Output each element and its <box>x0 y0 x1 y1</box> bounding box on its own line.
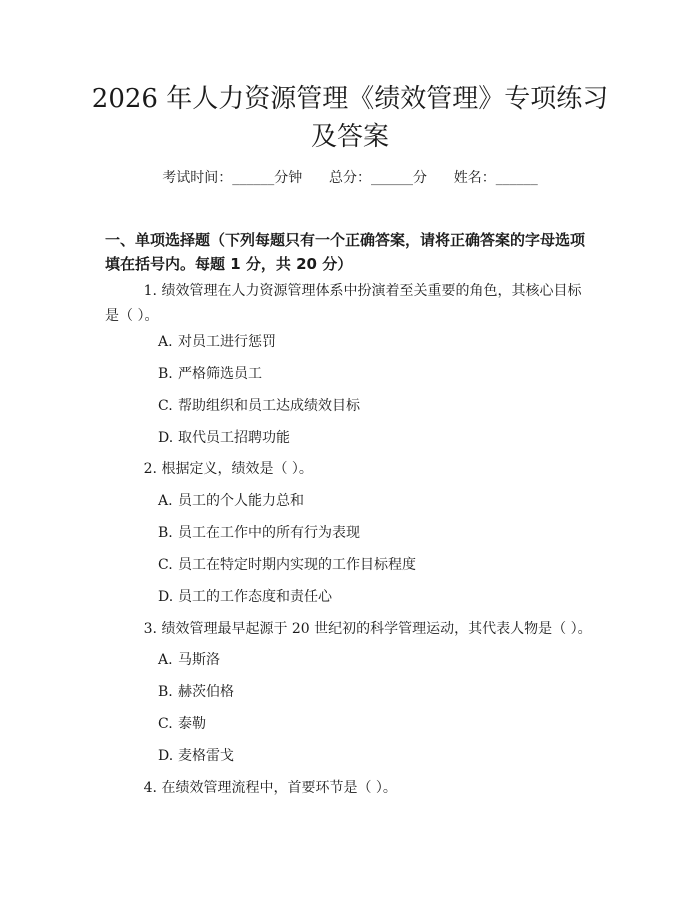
option-1b <box>158 364 262 384</box>
option-2a <box>158 491 304 511</box>
option-letter: C. <box>158 398 173 414</box>
option-text: 泰勒 <box>178 716 206 732</box>
option-2b <box>158 523 360 543</box>
option-letter: C. <box>158 716 173 732</box>
option-text: 对员工进行惩罚 <box>178 334 276 350</box>
question-stem: 在绩效管理流程中，首要环节是（ ）。 <box>161 780 397 796</box>
question-number: 1. <box>143 283 157 299</box>
question-number: 4. <box>143 780 157 796</box>
option-1c <box>158 396 360 416</box>
option-1a <box>158 332 276 352</box>
option-text: 麦格雷戈 <box>178 748 234 764</box>
option-letter: A. <box>158 493 173 509</box>
question-number: 2. <box>143 461 157 477</box>
option-1d <box>158 428 290 448</box>
exam-meta-line: 考试时间：______分钟 总分：______分 姓名：______ <box>162 170 538 186</box>
question-number: 3. <box>143 621 157 637</box>
option-text: 严格筛选员工 <box>178 366 262 382</box>
option-letter: A. <box>158 652 173 668</box>
option-letter: B. <box>158 525 173 541</box>
option-letter: D. <box>158 748 174 764</box>
question-1 <box>105 279 595 329</box>
title-line-1: 2026 年人力资源管理《绩效管理》专项练习 <box>91 84 609 114</box>
option-text: 员工的个人能力总和 <box>178 493 304 509</box>
question-stem: 绩效管理最早起源于 20 世纪初的科学管理运动，其代表人物是（ ）。 <box>161 621 592 637</box>
option-text: 赫茨伯格 <box>178 684 234 700</box>
option-text: 员工的工作态度和责任心 <box>178 589 332 605</box>
option-2d <box>158 587 332 607</box>
option-letter: B. <box>158 684 173 700</box>
option-letter: D. <box>158 589 174 605</box>
option-letter: C. <box>158 557 173 573</box>
section-heading: 一、单项选择题（下列每题只有一个正确答案，请将正确答案的字母选项填在括号内。每题 1 分，共 20 分） <box>105 231 586 273</box>
option-3d <box>158 746 234 766</box>
question-2 <box>105 457 595 482</box>
option-text: 员工在特定时期内实现的工作目标程度 <box>178 557 416 573</box>
option-letter: D. <box>158 430 174 446</box>
option-3c <box>158 714 206 734</box>
option-3a <box>158 650 220 670</box>
question-stem: 绩效管理在人力资源管理体系中扮演着至关重要的角色，其核心目标是（ ）。 <box>105 283 582 324</box>
page-title <box>60 80 640 156</box>
title-line-2: 及答案 <box>310 122 389 152</box>
option-text: 马斯洛 <box>178 652 220 668</box>
question-3 <box>105 617 595 642</box>
option-text: 帮助组织和员工达成绩效目标 <box>178 398 360 414</box>
option-letter: A. <box>158 334 173 350</box>
question-4 <box>105 776 595 801</box>
option-text: 取代员工招聘功能 <box>178 430 290 446</box>
option-text: 员工在工作中的所有行为表现 <box>178 525 360 541</box>
question-stem: 根据定义，绩效是（ ）。 <box>161 461 313 477</box>
option-letter: B. <box>158 366 173 382</box>
option-2c <box>158 555 416 575</box>
option-3b <box>158 682 234 702</box>
